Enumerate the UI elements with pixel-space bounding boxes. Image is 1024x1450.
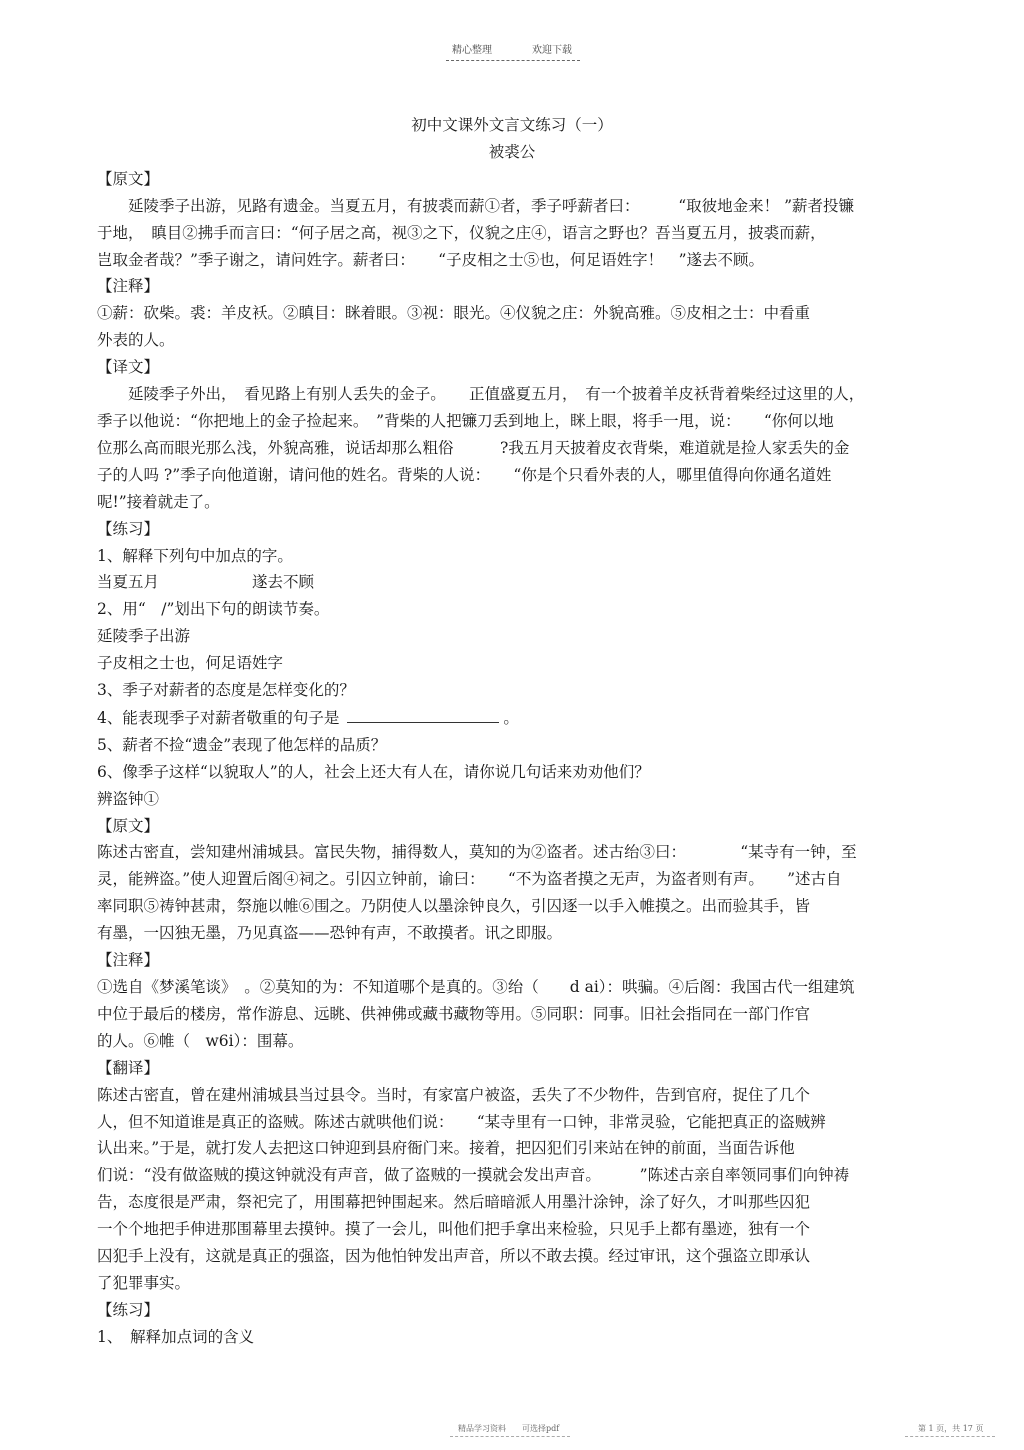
document-body: [97, 112, 927, 1351]
text-line: 人，但不知道谁是真正的盗贼。陈述古就哄他们说： “某寺里有一口钟，非常灵验，它能把真正的盗贼辨: [97, 1112, 826, 1131]
text-line: ①选自《梦溪笔谈》 。②莫知的为：不知道哪个是真的。③绐（ d ai）：哄骗。④后阁：我国古代一组建筑: [97, 978, 855, 996]
page-number: 第 1 页，共 17 页: [918, 1424, 984, 1433]
exercise-question: 1、解释下列句中加点的字。: [97, 546, 293, 565]
section-heading: 【注释】: [97, 951, 160, 970]
section-heading: 【注释】: [97, 277, 160, 296]
header-left: 精心整理: [452, 45, 492, 56]
text-line: 了犯罪事实。: [97, 1273, 191, 1292]
section-heading: 【练习】: [97, 519, 160, 538]
text-line: 外表的人。: [97, 331, 175, 350]
header-divider: [446, 60, 580, 61]
text-line: 子的人吗 ?”季子向他道谢，请问他的姓名。背柴的人说： “你是个只看外表的人，哪里值得向你通名道姓: [97, 465, 832, 484]
section-heading: 【译文】: [97, 358, 160, 377]
question-end: 。: [503, 708, 519, 727]
text-line: 们说：“没有做盗贼的摸这钟就没有声音，做了盗贼的一摸就会发出声音。 ”陈述古亲自率领同事们向钟祷: [97, 1166, 850, 1185]
question-text: 4、能表现季子对薪者敬重的句子是: [97, 708, 340, 727]
exercise-question: [97, 704, 927, 732]
text-line: 子皮相之士也，何足语姓字: [97, 654, 284, 673]
section-heading: 【翻译】: [97, 1058, 160, 1077]
text-line: 认出来。”于是，就打发人去把这口钟迎到县府衙门来。接着，把囚犯们引来站在钟的前面，当面告诉他: [97, 1139, 795, 1158]
exercise-question: 5、薪者不捡“遗金”表现了他怎样的品质？: [97, 735, 387, 754]
document-title: 初中文课外文言文练习（一）: [411, 116, 613, 134]
footer-left: 精品学习资料 可选择pdf: [458, 1424, 560, 1433]
text-line: 一个个地把手伸进那围幕里去摸钟。摸了一会儿，叫他们把手拿出来检验，只见手上都有墨迹，独有一个: [97, 1220, 811, 1239]
text-line: ①薪：砍柴。裘：羊皮袄。②瞋目：眯着眼。③视：眼光。④仪貌之庄：外貌高雅。⑤皮相之士：中看重: [97, 304, 811, 323]
text-line: 囚犯手上没有，这就是真正的强盗，因为他怕钟发出声音，所以不敢去摸。经过审讯，这个强盗立即承认: [97, 1247, 811, 1266]
text-line: 告，态度很是严肃，祭祀完了，用围幕把钟围起来。然后暗暗派人用墨汁涂钟，涂了好久，才叫那些囚犯: [97, 1193, 811, 1212]
section-heading: 【原文】: [97, 816, 160, 835]
text-line: 陈述古密直，尝知建州浦城县。富民失物，捕得数人，莫知的为②盗者。述古绐③曰： “某寺有一钟，至: [97, 843, 857, 862]
text-line: 延陵季子出游: [97, 627, 191, 646]
section-heading: 【原文】: [97, 169, 160, 188]
text-line: 中位于最后的楼房，常作游息、远眺、供神佛或藏书藏物等用。⑤同职：同事。旧社会指同在一部门作官: [97, 1004, 811, 1023]
text-line: 当夏五月 遂去不顾: [97, 573, 315, 592]
text-line: 的人。⑥帷（ w6i）：围幕。: [97, 1031, 304, 1050]
footer-divider: [905, 1436, 995, 1437]
text-line: 灵，能辨盗。”使人迎置后阁④祠之。引囚立钟前，谕曰： “不为盗者摸之无声，为盗者则有声。 ”述古自: [97, 870, 842, 889]
exercise-question: 6、像季子这样“以貌取人”的人，社会上还大有人在，请你说几句话来劝劝他们？: [97, 762, 650, 781]
header-right: 欢迎下载: [532, 45, 572, 56]
text-line: 延陵季子出游，见路有遗金。当夏五月，有披裘而薪①者，季子呼薪者曰： “取彼地金来！ ”薪者投镰: [128, 196, 855, 215]
footer-divider: [450, 1436, 570, 1437]
text-line: 延陵季子外出， 看见路上有别人丢失的金子。 正值盛夏五月， 有一个披着羊皮袄背着柴经过这里的人，: [128, 385, 865, 404]
answer-blank[interactable]: [347, 704, 499, 723]
text-line: 季子以他说：“你把地上的金子捡起来。 ”背柴的人把镰刀丢到地上，眯上眼，将手一甩，说： “你何以地: [97, 411, 834, 430]
text-line: 率同职⑤祷钟甚肃，祭施以帷⑥围之。乃阴使人以墨涂钟良久，引囚逐一以手入帷摸之。出而验其手，皆: [97, 897, 811, 916]
text-line: 位那么高而眼光那么浅，外貌高雅，说话却那么粗俗 ?我五月天披着皮衣背柴，难道就是捡人家丢失的金: [97, 438, 850, 457]
document-subtitle: 被裘公: [488, 142, 536, 161]
page-header: [0, 41, 1024, 56]
text-line: 陈述古密直，曾在建州浦城县当过县令。当时，有家富户被盗，丢失了不少物件，告到官府，捉住了几个: [97, 1085, 811, 1104]
exercise-question: 3、季子对薪者的态度是怎样变化的？: [97, 681, 355, 700]
text-line: 于地， 瞋目②拂手而言曰：“何子居之高，视③之下，仪貌之庄④，语言之野也？吾当夏五月，披裘而薪，: [97, 223, 826, 242]
text-line: 岂取金者哉？”季子谢之，请问姓字。薪者曰： “子皮相之士⑤也，何足语姓字！ ”遂去不顾。: [97, 250, 765, 269]
exercise-question: 1、 解释加点词的含义: [97, 1327, 255, 1346]
section-heading: 【练习】: [97, 1300, 160, 1319]
text-line: 呢!”接着就走了。: [97, 492, 220, 511]
section-title: 辨盗钟①: [97, 789, 160, 808]
text-line: 有墨，一囚独无墨，乃见真盗——恐钟有声，不敢摸者。讯之即服。: [97, 924, 563, 943]
exercise-question: 2、用“ /”划出下句的朗读节奏。: [97, 600, 330, 619]
